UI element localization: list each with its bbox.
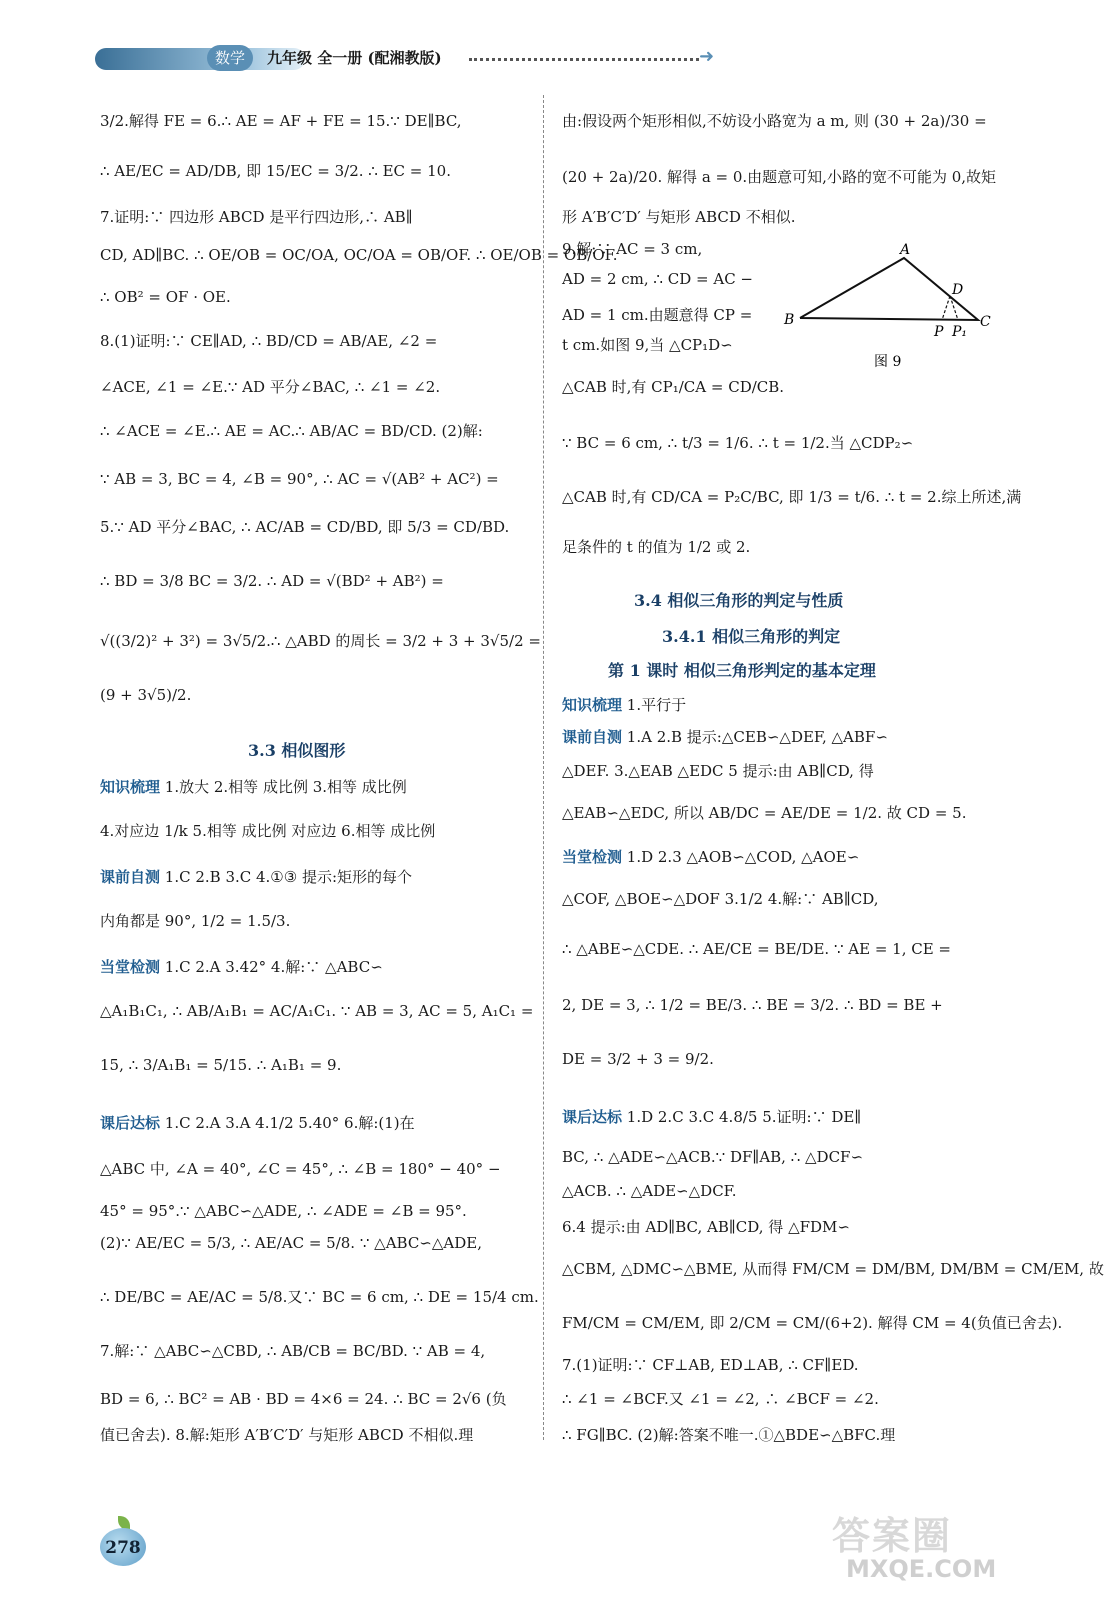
text-line: ∴ ∠1 = ∠BCF.又 ∠1 = ∠2, ∴ ∠BCF = ∠2. [562,1390,879,1408]
text-line: BC, ∴ △ADE∽△ACB.∵ DF∥AB, ∴ △DCF∽ [562,1148,864,1166]
text-line: ∵ BC = 6 cm, ∴ t/3 = 1/6. ∴ t = 1/2.当 △CDP₂∽ [562,434,914,452]
text-line: 课前自测 1.A 2.B 提示:△CEB∽△DEF, △ABF∽ [562,728,888,746]
text-line: √((3/2)² + 3²) = 3√5/2.∴ △ABD 的周长 = 3/2 + 3 + 3√5/2 = [100,632,541,650]
watermark-text: 答案圈 [832,1514,953,1558]
text-line: 3/2.解得 FE = 6.∴ AE = AF + FE = 15.∵ DE∥BC, [100,112,462,130]
text-line: 知识梳理 1.平行于 [562,696,687,714]
text-line: FM/CM = CM/EM, 即 2/CM = CM/(6+2). 解得 CM = 4(负值已舍去). [562,1314,1063,1332]
text-line: CD, AD∥BC. ∴ OE/OB = OC/OA, OC/OA = OB/OF. ∴ OE/OB = OB/OF. [100,246,618,264]
text-line: △ABC 中, ∠A = 40°, ∠C = 45°, ∴ ∠B = 180° − 40° − [100,1160,501,1178]
text-line: 内角都是 90°, 1/2 = 1.5/3. [100,912,291,930]
text-line: AD = 1 cm.由题意得 CP = [562,306,753,324]
section-tag: 课后达标 [100,1114,161,1132]
label-b: B [784,312,795,328]
text-line: ∴ ∠ACE = ∠E.∴ AE = AC.∴ AB/AC = BD/CD. (2)解: [100,422,483,440]
section-tag: 课前自测 [100,868,161,886]
text-line: 由:假设两个矩形相似,不妨设小路宽为 a m, 则 (30 + 2a)/30 = [562,112,987,130]
text-line: 值已舍去). 8.解:矩形 A′B′C′D′ 与矩形 ABCD 不相似.理 [100,1426,474,1444]
text-line: ∴ FG∥BC. (2)解:答案不唯一.①△BDE∽△BFC.理 [562,1426,896,1444]
section-tag: 课前自测 [562,728,623,746]
page-header [95,42,735,76]
text-line: 45° = 95°.∵ △ABC∽△ADE, ∴ ∠ADE = ∠B = 95°. [100,1202,467,1220]
text-line: DE = 3/2 + 3 = 9/2. [562,1050,714,1068]
text-line: ∴ OB² = OF · OE. [100,288,231,306]
text-line: 5.∵ AD 平分∠BAC, ∴ AC/AB = CD/BD, 即 5/3 = CD/BD. [100,518,510,536]
text-line: (9 + 3√5)/2. [100,686,192,704]
text-line: △CAB 时,有 CP₁/CA = CD/CB. [562,378,785,396]
text-line: ∴ △ABE∽△CDE. ∴ AE/CE = BE/DE. ∵ AE = 1, CE = [562,940,952,958]
text-line: 当堂检测 1.C 2.A 3.42° 4.解:∵ △ABC∽ [100,958,383,976]
text-line: ∵ AB = 3, BC = 4, ∠B = 90°, ∴ AC = √(AB² + AC²) = [100,470,499,488]
label-p: P [934,324,944,340]
text-line: (20 + 2a)/20. 解得 a = 0.由题意可知,小路的宽不可能为 0,故矩 [562,168,997,186]
text-line: △A₁B₁C₁, ∴ AB/A₁B₁ = AC/A₁C₁. ∵ AB = 3, AC = 5, A₁C₁ = [100,1002,534,1020]
text-line: 形 A′B′C′D′ 与矩形 ABCD 不相似. [562,208,796,226]
segment-dp [942,296,950,320]
page-number: 278 [100,1528,146,1566]
watermark-url: MXQE.COM [846,1555,997,1583]
text-line: 9.解:∵ AC = 3 cm, [562,240,703,258]
text-line: t cm.如图 9,当 △CP₁D∽ [562,336,733,354]
figure-caption: 图 9 [874,354,902,370]
triangle-figure-9 [782,240,992,375]
section-heading: 3.4.1 相似三角形的判定 [662,627,841,646]
text-line: ∴ BD = 3/8 BC = 3/2. ∴ AD = √(BD² + AB²) = [100,572,444,590]
section-tag: 知识梳理 [562,696,623,714]
text-line: △DEF. 3.△EAB △EDC 5 提示:由 AB∥CD, 得 [562,762,874,780]
text-line: 7.证明:∵ 四边形 ABCD 是平行四边形,∴ AB∥ [100,208,413,226]
text-line: 8.(1)证明:∵ CE∥AD, ∴ BD/CD = AB/AE, ∠2 = [100,332,438,350]
text-line: △EAB∽△EDC, 所以 AB/DC = AE/DE = 1/2. 故 CD = 5. [562,804,967,822]
column-divider [543,95,544,1440]
text-line: 2, DE = 3, ∴ 1/2 = BE/3. ∴ BE = 3/2. ∴ BD = BE + [562,996,943,1014]
label-d: D [952,282,964,298]
text-line: 知识梳理 1.放大 2.相等 成比例 3.相等 成比例 [100,778,407,796]
text-line: 课后达标 1.C 2.A 3.A 4.1/2 5.40° 6.解:(1)在 [100,1114,415,1132]
header-dotted-line [469,58,699,61]
book-title: 九年级 全一册 (配湘教版) [267,49,442,67]
text-line: 7.解:∵ △ABC∽△CBD, ∴ AB/CB = BC/BD. ∵ AB = 4, [100,1342,486,1360]
section-tag: 当堂检测 [100,958,161,976]
text-line: 6.4 提示:由 AD∥BC, AB∥CD, 得 △FDM∽ [562,1218,850,1236]
label-p1: P₁ [952,324,968,340]
text-line: ∴ DE/BC = AE/AC = 5/8.又∵ BC = 6 cm, ∴ DE = 15/4 cm. [100,1288,539,1306]
subject-badge: 数学 [207,45,253,71]
text-line: 课前自测 1.C 2.B 3.C 4.①③ 提示:矩形的每个 [100,868,413,886]
text-line: 足条件的 t 的值为 1/2 或 2. [562,538,751,556]
text-line: △ACB. ∴ △ADE∽△DCF. [562,1182,737,1200]
text-line: AD = 2 cm, ∴ CD = AC − [562,270,754,288]
text-line: (2)∵ AE/EC = 5/3, ∴ AE/AC = 5/8. ∵ △ABC∽△ADE, [100,1234,482,1252]
section-tag: 课后达标 [562,1108,623,1126]
text-line: △CBM, △DMC∽△BME, 从而得 FM/CM = DM/BM, DM/BM = CM/EM, 故 [562,1260,1104,1278]
text-line: BD = 6, ∴ BC² = AB · BD = 4×6 = 24. ∴ BC = 2√6 (负 [100,1390,507,1408]
text-line: 4.对应边 1/k 5.相等 成比例 对应边 6.相等 成比例 [100,822,436,840]
section-heading: 3.4 相似三角形的判定与性质 [634,591,844,610]
label-c: C [980,314,991,330]
text-line: 7.(1)证明:∵ CF⊥AB, ED⊥AB, ∴ CF∥ED. [562,1356,859,1374]
section-tag: 知识梳理 [100,778,161,796]
text-line: 15, ∴ 3/A₁B₁ = 5/15. ∴ A₁B₁ = 9. [100,1056,342,1074]
section-tag: 当堂检测 [562,848,623,866]
watermark [832,1505,997,1590]
arrow-right-icon: ➜ [699,46,715,67]
text-line: ∴ AE/EC = AD/DB, 即 15/EC = 3/2. ∴ EC = 10. [100,162,451,180]
text-line: △CAB 时,有 CD/CA = P₂C/BC, 即 1/3 = t/6. ∴ t = 2.综上所述,满 [562,488,1022,506]
text-line: △COF, △BOE∽△DOF 3.1/2 4.解:∵ AB∥CD, [562,890,879,908]
text-line: 课后达标 1.D 2.C 3.C 4.8/5 5.证明:∵ DE∥ [562,1108,862,1126]
text-line: ∠ACE, ∠1 = ∠E.∵ AD 平分∠BAC, ∴ ∠1 = ∠2. [100,378,441,396]
text-line: 当堂检测 1.D 2.3 △AOB∽△COD, △AOE∽ [562,848,860,866]
label-a: A [900,242,911,258]
section-heading: 3.3 相似图形 [248,741,346,760]
section-heading: 第 1 课时 相似三角形判定的基本定理 [608,661,876,680]
